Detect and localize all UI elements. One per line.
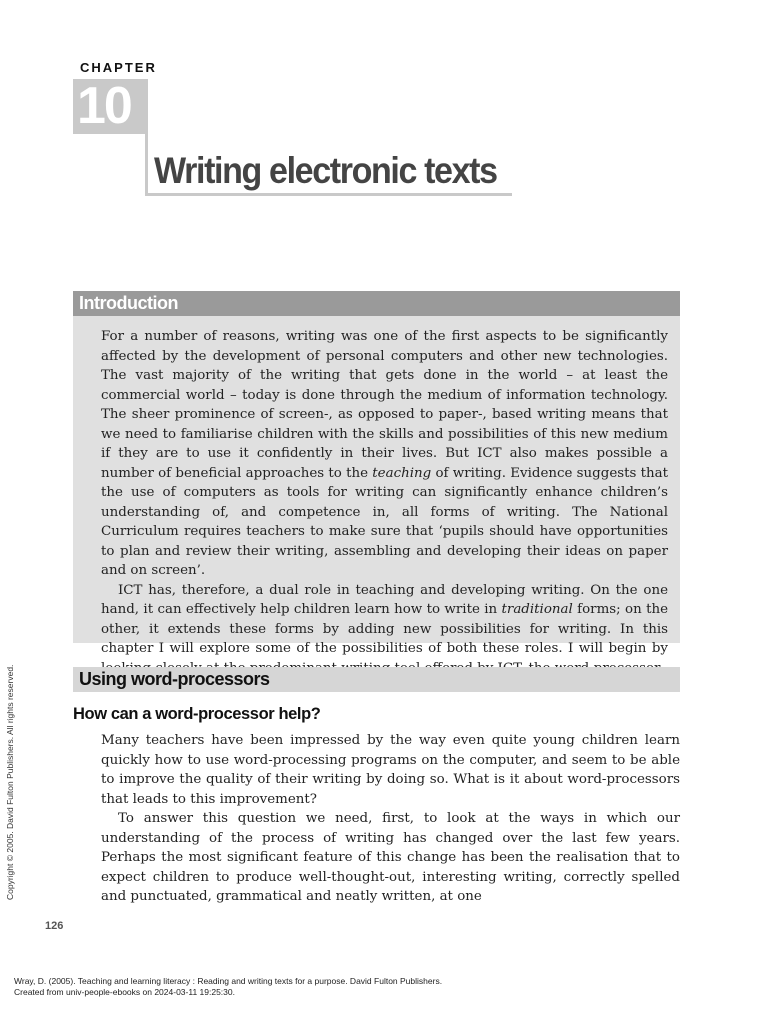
introduction-box xyxy=(73,316,680,656)
text-run: forms; on the other, it extends these forms by adding new possibilities for writing. In this chapter I will explore some of the possibilities of both these roles. I will begin by xyxy=(101,602,669,656)
chapter-number: 10 xyxy=(77,77,131,135)
copyright-notice: Copyright © 2005. David Fulton Publishers. All rights reserved. xyxy=(5,664,15,900)
text-run: For a number of reasons, writing was one of the first aspects to be significantly affected by the development of personal computers and other new technologies. The vast majority of the writing that gets done in the world – at least the commercial world – today is done through the medium of information technology. The sheer prominence of screen-, as opposed to paper-, based writing means that we need to familiarise children with the skills and possibilities of this new medium if they are to use it confidently in their lives. But ICT also makes possible a number of beneficial approaches to the xyxy=(101,329,668,481)
chapter-label: CHAPTER xyxy=(80,60,157,75)
subheading: How can a word-processor help? xyxy=(73,705,321,723)
page-number: 126 xyxy=(45,920,64,932)
body-paragraph-1: Many teachers have been impressed by the way even quite young children learn quickly how to use word-processing programs on the computer, and seem to be able to improve the quality of their writing by doing so. What is it about word-processors that leads to this improvement? xyxy=(101,733,680,807)
body-paragraph-2: To answer this question we need, first, to look at the ways in which our understanding of the process of writing has changed over the last few years. Perhaps the most significant feature of this change has been the realisation that to expect children to produce well-thought-out, interesting writing, correctly spelled and punctuated, grammatical and neatly written, at one xyxy=(101,811,680,904)
section-header xyxy=(73,667,680,692)
introduction-text xyxy=(101,327,668,678)
body-text xyxy=(101,731,680,904)
introduction-heading: Introduction xyxy=(79,293,178,313)
introduction-header xyxy=(73,291,680,316)
text-run: ICT has, therefore, a dual role in teaching and developing writing. On the one hand, it can effectively help children learn how to write in xyxy=(101,582,668,617)
footer xyxy=(14,976,442,998)
footer-citation: Wray, D. (2005). Teaching and learning literacy : Reading and writing texts for a purpose. David Fulton Publishers. xyxy=(14,976,443,986)
emphasis: traditional xyxy=(501,602,573,617)
chapter-title: Writing electronic texts xyxy=(154,150,497,191)
emphasis: teaching xyxy=(372,465,432,481)
text-run: of writing. Evidence suggests that the use of computers as tools for writing can significantly enhance children’s understanding of, and competence in, all forms of writing. The National Curriculum requires teachers to make sure that ‘pupils should have opportunities to plan and review their writing, assembling and developing their ideas on paper and on screen’. xyxy=(101,465,668,578)
title-divider-vertical xyxy=(145,134,148,196)
introduction-paragraph-2 xyxy=(101,581,668,679)
introduction-paragraph-1 xyxy=(101,327,668,581)
footer-created: Created from univ-people-ebooks on 2024-03-11 19:25:30. xyxy=(14,987,235,997)
section-heading: Using word-processors xyxy=(79,669,270,689)
